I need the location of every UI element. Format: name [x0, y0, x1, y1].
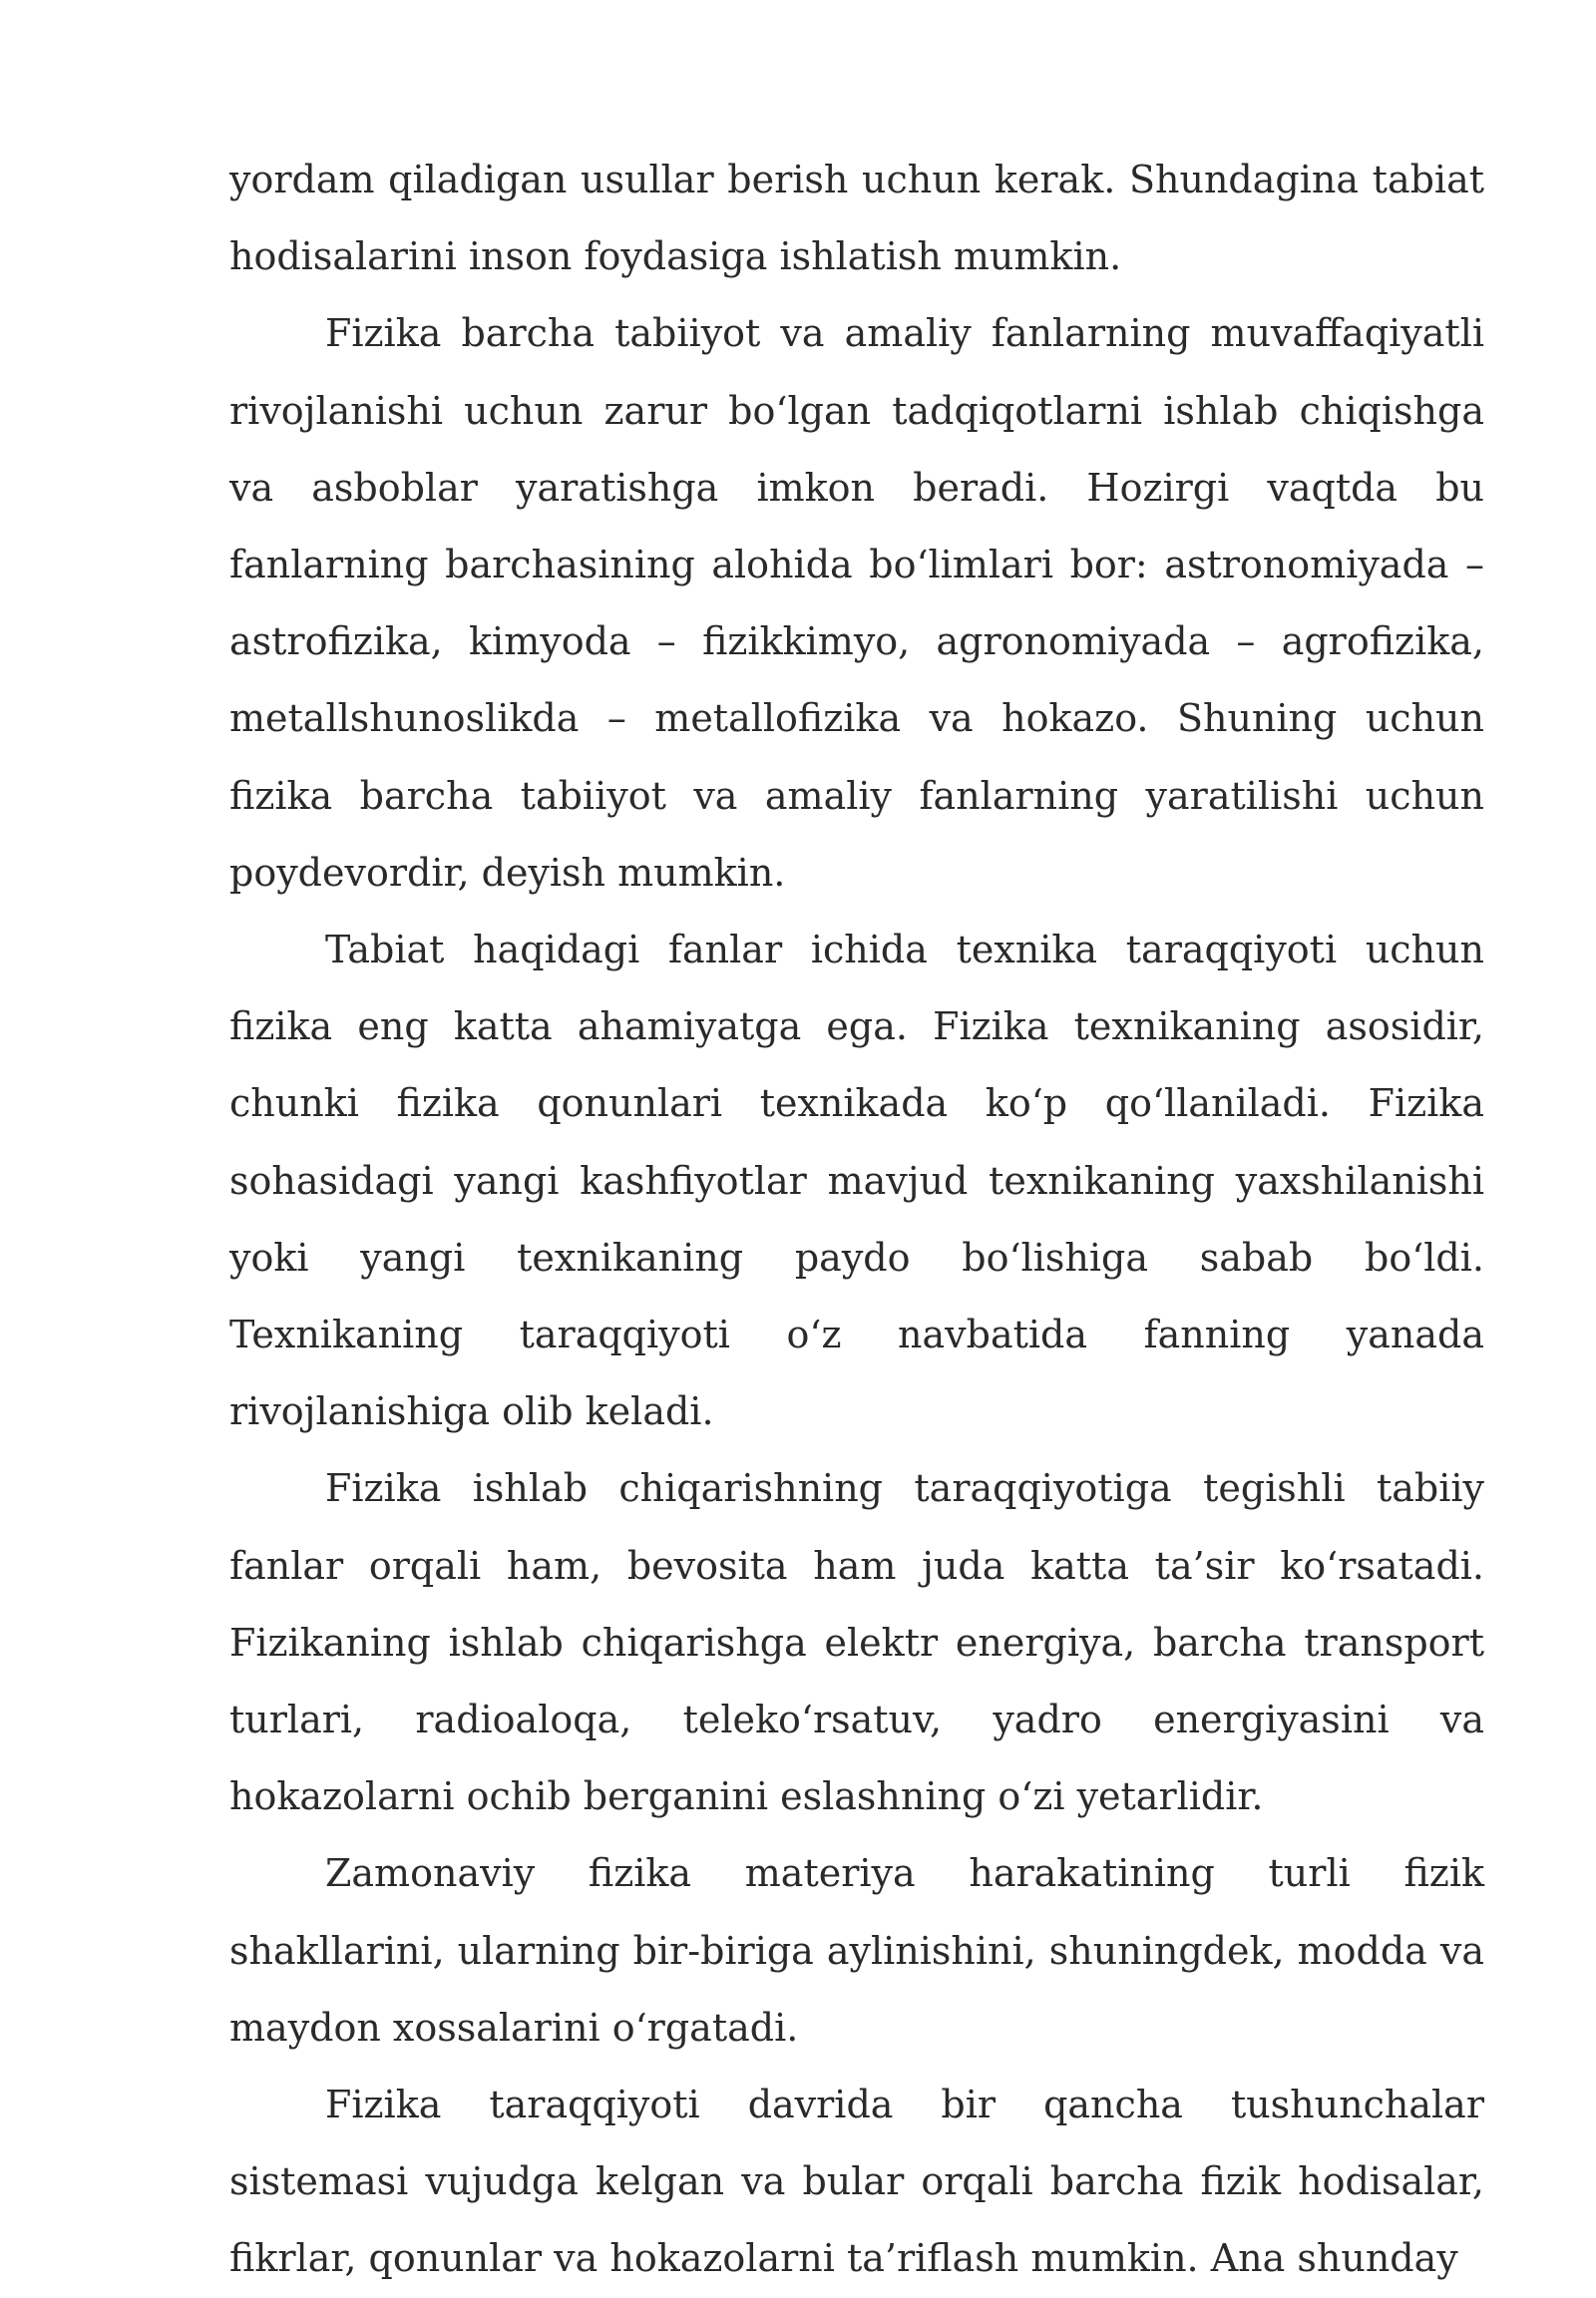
paragraph-continuation: yordam qiladigan usullar berish uchun kerak. Shundagina tabiat hodisalarini inson foydasiga ishlatish mumkin. — [229, 158, 1484, 279]
paragraph: Tabiat haqidagi fanlar ichida texnika taraqqiyoti uchun fizika eng katta ahamiyatga ega. Fizika texnikaning asosidir, chunki fizika qonunlari texnikada ko‘p qo‘llaniladi. Fizika sohasidagi yangi kashfiyotlar mavjud texnikaning yaxshilanishi yoki yangi texnikaning paydo bo‘lishiga sabab bo‘ldi. Texnikaning taraqqiyoti o‘z navbatida fanning yanada rivojlanishiga olib keladi. — [229, 928, 1484, 1434]
paragraph: Fizika barcha tabiiyot va amaliy fanlarning muvaffaqiyatli rivojlanishi uchun zarur bo‘lgan tadqiqotlarni ishlab chiqishga va asboblar yaratishga imkon beradi. Hozirgi vaqtda bu fanlarning barchasining alohida bo‘limlari bor: astronomiyada – astrofizika, kimyoda – fizikkimyo, agronomiyada – agrofizika, metallshunoslikda – metallofizika va hokazo. Shuning uchun fizika barcha tabiiyot va amaliy fanlarning yaratilishi uchun poydevordir, deyish mumkin. — [229, 311, 1484, 895]
document-body — [229, 142, 1484, 2298]
paragraph: Zamonaviy fizika materiya harakatining turli fizik shakllarini, ularning bir-biriga aylinishini, shuningdek, modda va maydon xossalarini o‘rgatadi. — [229, 1851, 1484, 2050]
paragraph: Fizika taraqqiyoti davrida bir qancha tushunchalar sistemasi vujudga kelgan va bular orqali barcha fizik hodisalar, fikrlar, qonunlar va hokazolarni ta’riflash mumkin. Ana shunday — [229, 2083, 1484, 2281]
paragraph: Fizika ishlab chiqarishning taraqqiyotiga tegishli tabiiy fanlar orqali ham, bevosita ham juda katta ta’sir ko‘rsatadi. Fizikaning ishlab chiqarishga elektr energiya, barcha transport turlari, radioaloqa, teleko‘rsatuv, yadro energiyasini va hokazolarni ochib berganini eslashning o‘zi yetarlidir. — [229, 1466, 1484, 1819]
